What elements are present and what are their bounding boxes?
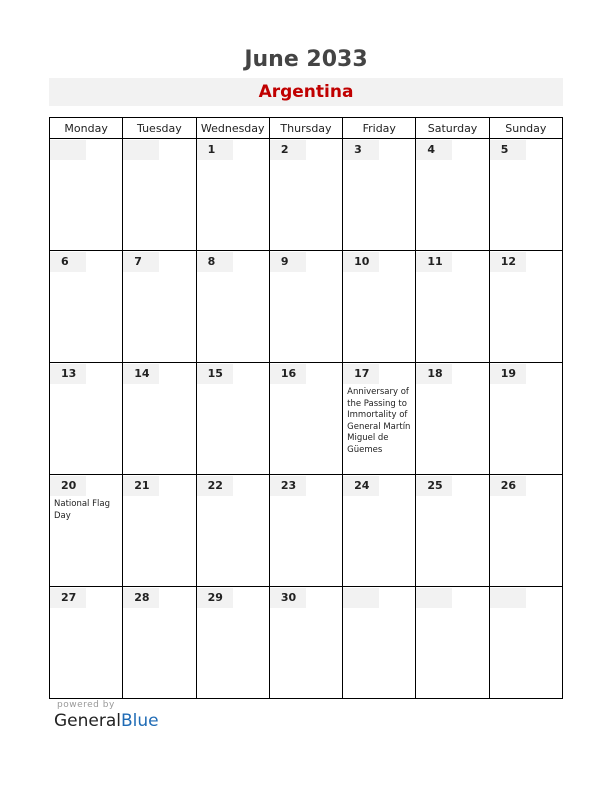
day-number: 11	[416, 252, 452, 272]
day-cell	[123, 363, 196, 475]
day-cell	[489, 139, 562, 251]
day-cell	[269, 475, 342, 587]
day-cell	[343, 587, 416, 699]
day-cell	[269, 587, 342, 699]
day-number: 16	[270, 364, 306, 384]
day-number: 18	[416, 364, 452, 384]
country-name: Argentina	[258, 82, 354, 102]
day-number	[490, 588, 526, 608]
day-number: 5	[490, 140, 526, 160]
day-cell	[416, 587, 489, 699]
day-cell	[489, 587, 562, 699]
page-title: June 2033	[244, 47, 368, 72]
day-cell	[269, 139, 342, 251]
holiday-event: National Flag Day	[54, 499, 110, 521]
day-number: 8	[197, 252, 233, 272]
day-number: 9	[270, 252, 306, 272]
day-cell	[50, 475, 123, 587]
day-cell	[123, 139, 196, 251]
generalblue-logo[interactable]	[54, 711, 159, 731]
week-row	[50, 251, 563, 363]
day-cell	[416, 251, 489, 363]
day-cell	[196, 251, 269, 363]
day-number: 28	[123, 588, 159, 608]
day-cell	[50, 251, 123, 363]
day-cell	[123, 475, 196, 587]
week-row	[50, 475, 563, 587]
weekday-header: Monday	[50, 118, 123, 139]
day-cell	[269, 251, 342, 363]
day-number: 26	[490, 476, 526, 496]
day-number: 6	[50, 252, 86, 272]
day-number: 19	[490, 364, 526, 384]
day-number: 24	[343, 476, 379, 496]
day-cell	[196, 363, 269, 475]
day-number: 15	[197, 364, 233, 384]
day-cell	[416, 475, 489, 587]
day-cell	[489, 363, 562, 475]
day-number: 17	[343, 364, 379, 384]
weekday-header: Tuesday	[123, 118, 196, 139]
day-number	[123, 140, 159, 160]
weekday-header: Thursday	[269, 118, 342, 139]
day-number: 14	[123, 364, 159, 384]
day-cell	[343, 363, 416, 475]
day-number: 20	[50, 476, 86, 496]
day-cell	[50, 363, 123, 475]
day-cell	[416, 139, 489, 251]
day-cell	[489, 475, 562, 587]
week-row	[50, 363, 563, 475]
day-cell	[269, 363, 342, 475]
brand-blue-text: Blue	[121, 711, 159, 731]
day-cell	[343, 251, 416, 363]
day-number: 21	[123, 476, 159, 496]
week-row	[50, 587, 563, 699]
day-cell	[343, 475, 416, 587]
day-number: 10	[343, 252, 379, 272]
weekday-header: Sunday	[489, 118, 562, 139]
day-cell	[123, 587, 196, 699]
day-cell	[196, 587, 269, 699]
weekday-header: Friday	[343, 118, 416, 139]
day-number: 2	[270, 140, 306, 160]
day-number	[343, 588, 379, 608]
brand-general-text: General	[54, 711, 121, 731]
day-cell	[50, 587, 123, 699]
day-number: 23	[270, 476, 306, 496]
day-cell	[196, 139, 269, 251]
day-number: 29	[197, 588, 233, 608]
country-banner	[49, 78, 563, 106]
day-cell	[50, 139, 123, 251]
holiday-event: Anniversary of the Passing to Immortality of General Martín Miguel de Güemes	[347, 387, 411, 455]
day-number	[50, 140, 86, 160]
day-cell	[196, 475, 269, 587]
day-number: 4	[416, 140, 452, 160]
day-number: 13	[50, 364, 86, 384]
day-number: 7	[123, 252, 159, 272]
day-number: 25	[416, 476, 452, 496]
weekday-header: Wednesday	[196, 118, 269, 139]
day-number: 12	[490, 252, 526, 272]
powered-by-label: powered by	[57, 700, 115, 710]
day-number: 27	[50, 588, 86, 608]
day-cell	[343, 139, 416, 251]
day-number	[416, 588, 452, 608]
weekday-header-row	[50, 118, 563, 139]
day-number: 1	[197, 140, 233, 160]
day-number: 30	[270, 588, 306, 608]
week-row	[50, 139, 563, 251]
day-number: 3	[343, 140, 379, 160]
day-cell	[416, 363, 489, 475]
weekday-header: Saturday	[416, 118, 489, 139]
day-cell	[489, 251, 562, 363]
month-calendar	[49, 117, 563, 699]
day-cell	[123, 251, 196, 363]
day-number: 22	[197, 476, 233, 496]
